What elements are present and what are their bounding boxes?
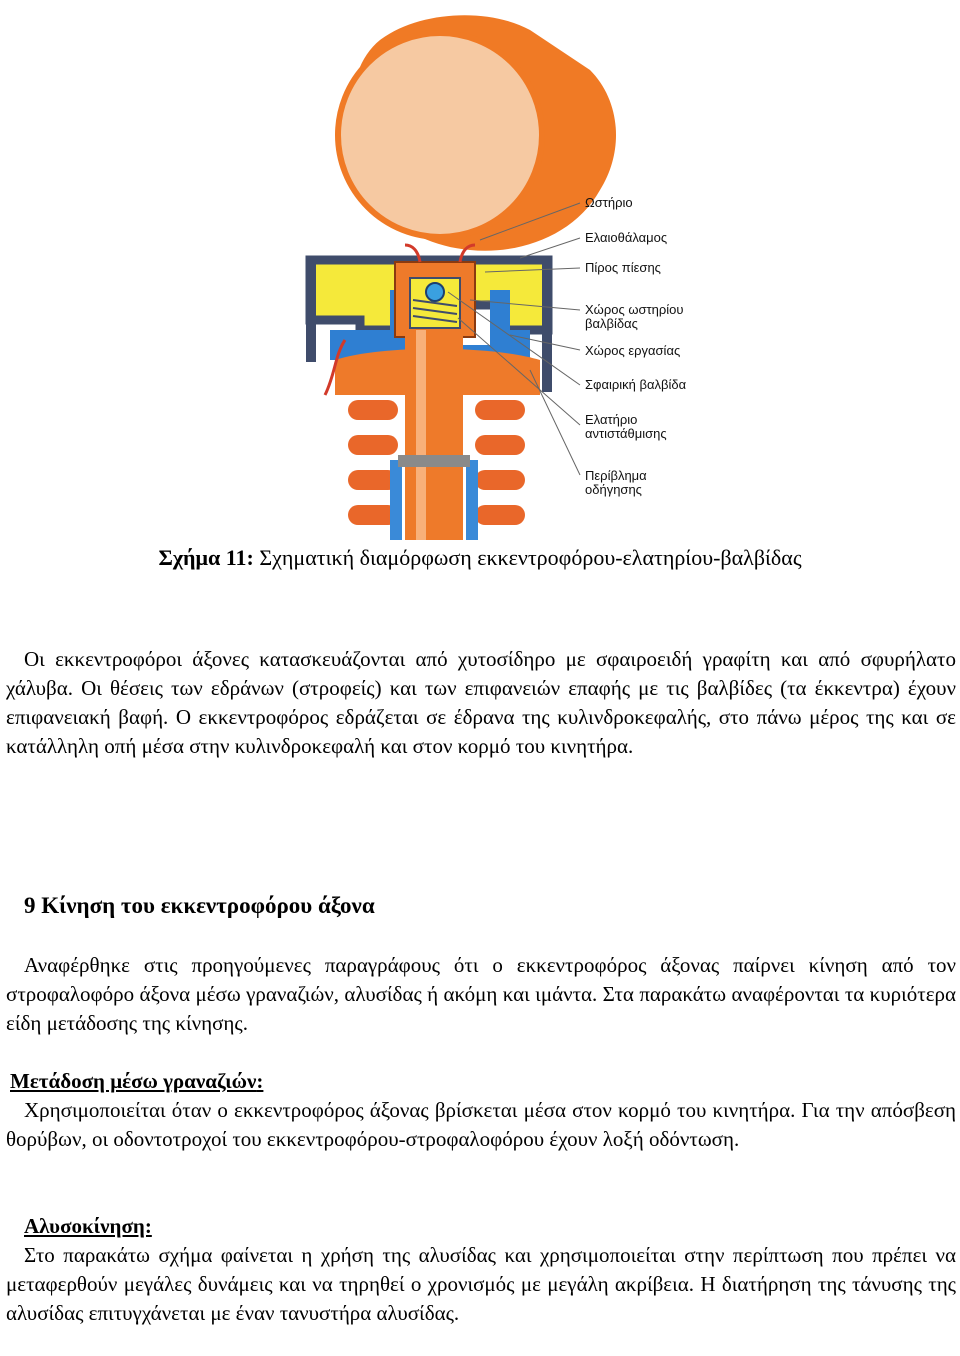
valve-seal: [398, 455, 470, 467]
label-compensation-spring-1: Ελατήριο: [585, 412, 638, 427]
gears-subheading: [10, 1067, 263, 1096]
chain-subheading: Αλυσοκίνηση:: [24, 1214, 152, 1238]
label-guide-housing-1: Περίβλημα: [585, 468, 647, 483]
housing-right-wall: [542, 262, 552, 392]
cam-base-circle: [338, 33, 542, 237]
label-working-space: Χώρος εργασίας: [585, 343, 681, 358]
label-tappet: Ωστήριο: [585, 195, 633, 210]
paragraph-camshaft-drive: Αναφέρθηκε στις προηγούμενες παραγράφους ότι ο εκκεντροφόρος άξονας παίρνει κίνηση από τον στροφαλοφόρο άξονα μέσω γραναζιών, αλυσίδας ή ακόμη και ιμάντα. Στα παρακάτω αναφέρονται τα κυριότερα είδη μετάδοσης της κίνησης.: [6, 953, 956, 1035]
paragraph-camshaft-materials: Οι εκκεντροφόροι άξονες κατασκευάζονται από χυτοσίδηρο με σφαιροειδή γραφίτη και από σφυρήλατο χάλυβα. Οι θέσεις των εδράνων (στροφείς) και των επιφανειών επαφής με τις βαλβίδες (τα έκκεντρα) έχουν επιφανειακή βαφή. Ο εκκεντροφόρος εδράζεται σε έδρανα της κυλινδροκεφαλής, στο πάνω μέρος της και σε κατάλληλη οπή μέσα στην κυλινδροκεφαλή και στον κορμό του κινητήρα.: [6, 647, 956, 758]
valve-stem: [405, 330, 463, 540]
gears-title: Μετάδοση μέσω γραναζιών: [10, 1069, 257, 1093]
label-pressure-pin: Πίρος πίεσης: [585, 260, 661, 275]
caption-text: Σχηματική διαμόρφωση εκκεντροφόρου-ελατηρίου-βαλβίδας: [259, 545, 802, 570]
gears-colon: :: [256, 1069, 264, 1093]
housing-left-wall: [306, 262, 316, 362]
valve-stem-highlight: [416, 330, 426, 540]
figure-caption: [0, 543, 960, 573]
valve-tappet-diagram: [230, 0, 730, 540]
label-guide-housing-2: οδήγησης: [585, 482, 642, 497]
ball-valve: [426, 283, 444, 301]
label-tappet-valve-space-1: Χώρος ωστηρίου: [585, 302, 684, 317]
section-heading: 9 Κίνηση του εκκεντροφόρου άξονα: [24, 893, 375, 918]
caption-prefix: Σχήμα 11:: [158, 545, 254, 570]
paragraph-gear-drive: Χρησιμοποιείται όταν ο εκκεντροφόρος άξονας βρίσκεται μέσα στον κορμό του κινητήρα. Για την απόσβεση θορύβων, οι οδοντοτροχοί του εκκεντροφόρου-στροφαλοφόρου έχουν λοξή οδόντωση.: [6, 1098, 956, 1151]
label-oil-chamber: Ελαιοθάλαμος: [585, 230, 668, 245]
label-tappet-valve-space-2: βαλβίδας: [585, 316, 638, 331]
paragraph-chain-drive: Στο παρακάτω σχήμα φαίνεται η χρήση της αλυσίδας και χρησιμοποιείται στην περίπτωση που πρέπει να μεταφερθούν μεγάλες δυνάμεις και να τηρηθεί ο χρονισμός με μεγάλη ακρίβεια. Η διατήρηση της τάνυσης της αλυσίδας επιτυγχάνεται με έναν τανυστήρα αλυσίδας.: [6, 1243, 956, 1325]
label-compensation-spring-2: αντιστάθμισης: [585, 426, 667, 441]
label-ball-valve: Σφαιρική βαλβίδα: [585, 377, 687, 392]
